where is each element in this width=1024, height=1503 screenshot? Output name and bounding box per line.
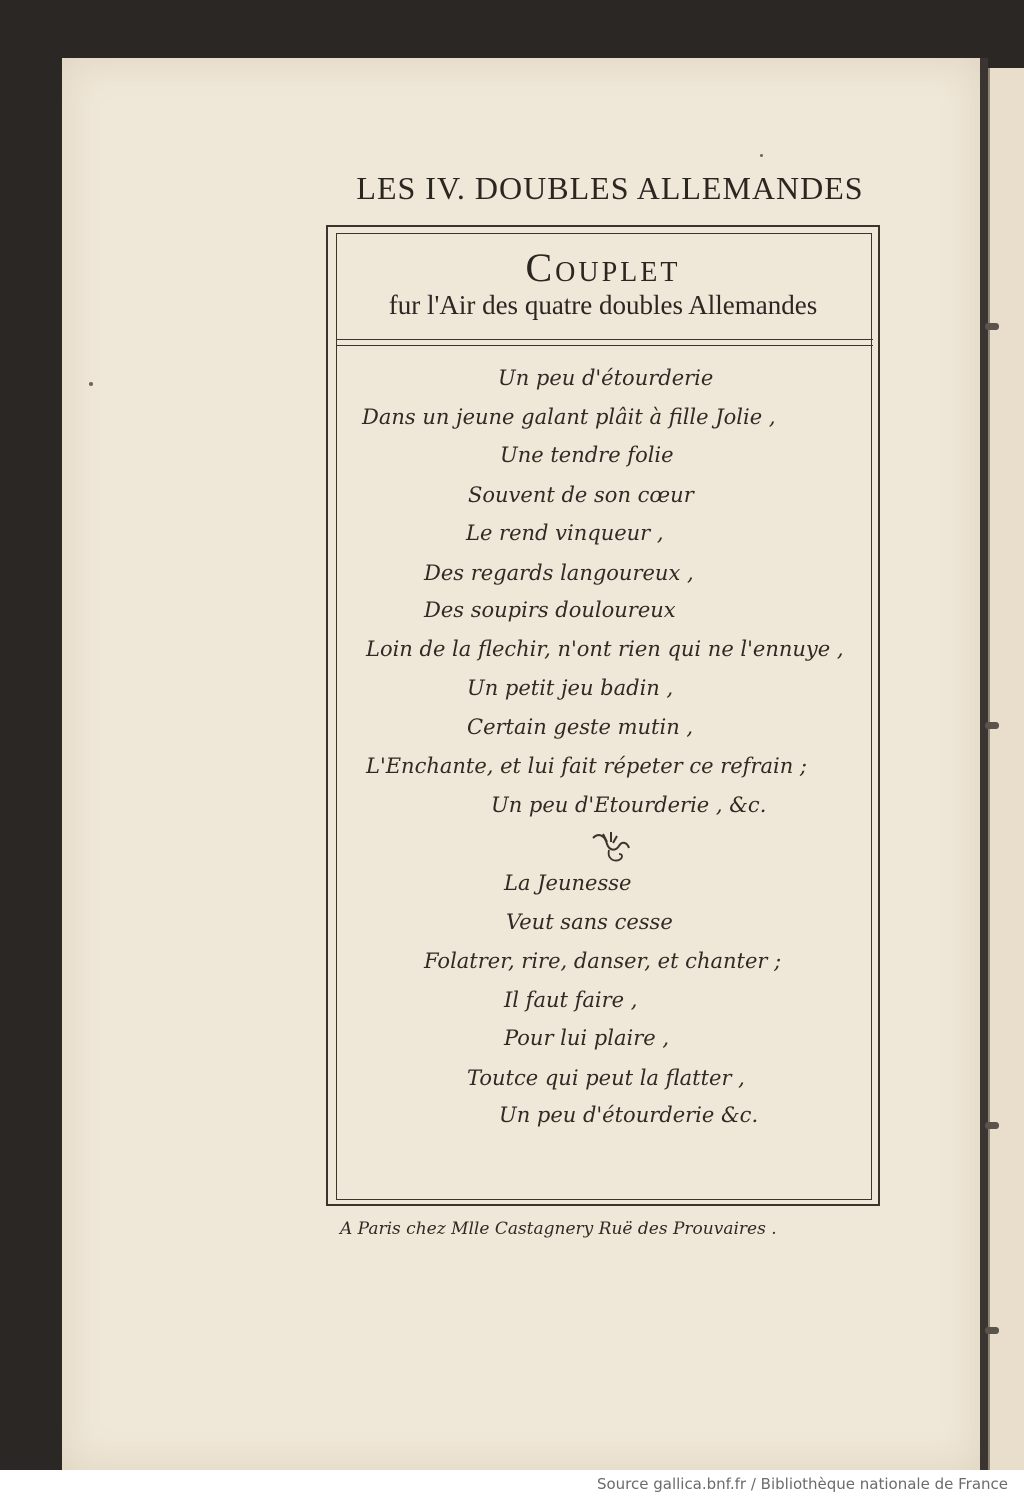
verse-line: Toutce qui peut la flatter , <box>467 1066 745 1090</box>
binding-tab-mark <box>985 323 999 330</box>
verse-line: Pour lui plaire , <box>504 1026 670 1050</box>
binding-tab-mark <box>985 722 999 729</box>
verse-line: Un peu d'étourderie &c. <box>499 1103 759 1127</box>
header-divider <box>336 339 873 340</box>
source-attribution: Source gallica.bnf.fr / Bibliothèque nationale de France <box>596 1475 1008 1493</box>
verse-line: Loin de la flechir, n'ont rien qui ne l'ennuye , <box>366 637 844 661</box>
next-page-edge <box>988 68 1024 1470</box>
verse-line: Veut sans cesse <box>506 910 673 934</box>
verse-line: Un peu d'étourderie <box>498 366 714 390</box>
binding-tab-mark <box>985 1122 999 1129</box>
verse-line: L'Enchante, et lui fait répeter ce refrain ; <box>366 754 807 778</box>
verse-line: Une tendre folie <box>500 443 674 467</box>
verse-line: Des soupirs douloureux <box>424 598 676 622</box>
paper-speck <box>760 154 763 157</box>
verse-line: Certain geste mutin , <box>467 715 694 739</box>
verse-line: Souvent de son cœur <box>468 483 694 507</box>
verse-line: Dans un jeune galant plâit à fille Jolie , <box>362 405 776 429</box>
verse-line: La Jeunesse <box>504 871 632 895</box>
verse-line: Un petit jeu badin , <box>467 676 674 700</box>
fleuron-ornament-icon <box>585 828 635 868</box>
verse-line: Folatrer, rire, danser, et chanter ; <box>424 949 782 973</box>
header-divider <box>336 345 873 346</box>
binding-tab-mark <box>985 1327 999 1334</box>
paper-speck <box>89 382 93 386</box>
publisher-imprint: A Paris chez Mlle Castagnery Ruë des Prouvaires . <box>340 1219 777 1239</box>
page-header-title: LES IV. DOUBLES ALLEMANDES <box>356 170 864 206</box>
couplet-subtitle: fur l'Air des quatre doubles Allemandes <box>388 290 818 320</box>
verse-line: Un peu d'Etourderie , &c. <box>491 793 767 817</box>
verse-line: Des regards langoureux , <box>424 561 694 585</box>
verse-line: Il faut faire , <box>504 988 638 1012</box>
couplet-title: Couplet <box>525 245 681 290</box>
verse-line: Le rend vinqueur , <box>466 521 664 545</box>
